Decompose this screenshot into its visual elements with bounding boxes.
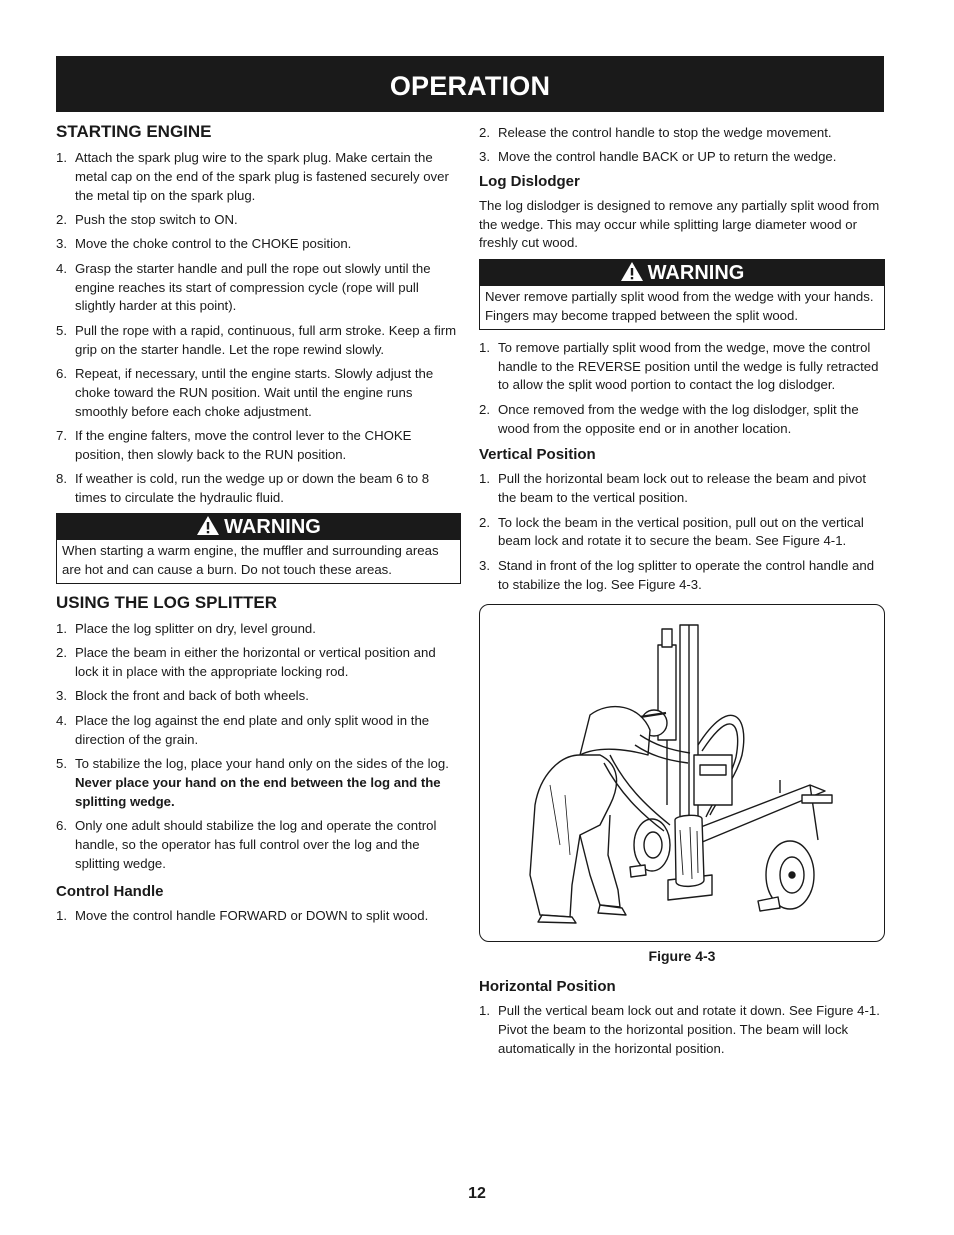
list-item — [479, 401, 885, 439]
list-item — [479, 514, 885, 552]
step-number: 2. — [479, 401, 490, 417]
list-item — [56, 644, 461, 682]
step-text: Grasp the starter handle and pull the rope out slowly until the engine reaches its start of compression cycle (rope will pull slightly harder at this point). — [75, 260, 431, 314]
step-text: To stabilize the log, place your hand only on the sides of the log. — [75, 756, 449, 772]
step-text: Stand in front of the log splitter to operate the control handle and to stabilize the log. See Figure 4-3. — [498, 557, 875, 592]
step-text: To lock the beam in the vertical position, pull out on the vertical beam lock and rotate it to secure the beam. See Figure 4-1. — [498, 514, 864, 549]
horizontal-position-heading: Horizontal Position — [479, 978, 616, 996]
step-number: 6. — [56, 365, 67, 381]
warning-box-split-wood — [479, 259, 885, 330]
step-number: 5. — [56, 756, 67, 772]
figure-caption: Figure 4-3 — [648, 948, 716, 965]
list-item — [56, 427, 461, 465]
warning-box-hot-engine — [56, 513, 461, 584]
step-number: 1. — [479, 1003, 490, 1019]
step-number: 6. — [56, 818, 67, 834]
step-number: 3. — [479, 149, 490, 165]
step-number: 4. — [56, 260, 67, 276]
warning-label: WARNING — [224, 516, 321, 539]
warning-text: Never remove partially split wood from the wedge with your hands. Fingers may become trapped between the split wood. — [485, 289, 874, 323]
step-text: Pull the rope with a rapid, continuous, full arm stroke. Keep a firm grip on the starter handle. Let the rope rewind slowly. — [75, 322, 457, 357]
step-text: Block the front and back of both wheels. — [75, 688, 309, 704]
list-item — [56, 365, 461, 421]
list-item — [56, 322, 461, 360]
step-number: 8. — [56, 471, 67, 487]
vertical-position-heading: Vertical Position — [479, 446, 596, 464]
list-item — [479, 557, 885, 595]
warning-triangle-icon — [620, 261, 644, 282]
step-emphasis: Never place your hand on the end between the log and the splitting wedge. — [75, 774, 441, 809]
step-text: If the engine falters, move the control lever to the CHOKE position, then slowly back to the RUN position. — [75, 427, 412, 462]
step-number: 1. — [56, 620, 67, 636]
step-number: 1. — [56, 908, 67, 924]
list-item — [56, 907, 461, 926]
step-text: Place the log splitter on dry, level ground. — [75, 620, 316, 636]
step-number: 2. — [479, 514, 490, 530]
list-item — [56, 687, 461, 706]
using-log-splitter-heading: USING THE LOG SPLITTER — [56, 592, 278, 612]
list-item — [56, 211, 461, 230]
step-number: 2. — [479, 125, 490, 140]
starting-engine-heading: STARTING ENGINE — [56, 122, 212, 141]
step-text: Move the control handle FORWARD or DOWN to split wood. — [75, 908, 429, 924]
step-text: Push the stop switch to ON. — [75, 211, 238, 227]
control-handle-steps — [56, 907, 461, 926]
figure-4-3-illustration — [479, 604, 885, 942]
horizontal-position-steps — [479, 1002, 885, 1058]
list-item — [56, 470, 461, 508]
step-text: Move the choke control to the CHOKE position. — [75, 236, 352, 252]
list-item — [56, 620, 461, 639]
warning-text: When starting a warm engine, the muffler and surrounding areas are hot and can cause a burn. Do not touch these areas. — [62, 543, 439, 578]
log-dislodger-intro: The log dislodger is designed to remove any partially split wood from the wedge. This may occur while splitting large diameter wood or freshly cut wood. — [479, 197, 880, 251]
step-text: Attach the spark plug wire to the spark plug. Make certain the metal cap on the end of the spark plug is fastened securely over the metal tip on the spark plug. — [75, 150, 449, 203]
using-steps — [56, 620, 461, 874]
step-number: 7. — [56, 427, 67, 443]
right-column — [479, 124, 885, 1064]
step-text: Pull the vertical beam lock out and rotate it down. See Figure 4-1. Pivot the beam to the horizontal position. The beam will lock automatically in the horizontal position. — [498, 1003, 880, 1056]
step-number: 5. — [56, 322, 67, 338]
step-number: 2. — [56, 645, 67, 661]
step-number: 3. — [479, 557, 490, 573]
list-item — [56, 817, 461, 873]
control-handle-heading: Control Handle — [56, 883, 164, 901]
list-item — [479, 470, 885, 508]
step-number: 1. — [56, 150, 67, 165]
step-number: 4. — [56, 712, 67, 728]
step-number: 2. — [56, 211, 67, 227]
step-text: If weather is cold, run the wedge up or down the beam 6 to 8 times to circulate the hydraulic fluid. — [75, 471, 430, 505]
starting-engine-steps — [56, 149, 461, 508]
step-text: To remove partially split wood from the wedge, move the control handle to the REVERSE position until the wedge is fully retracted to allow the split wood portion to contact the log dislodger. — [498, 339, 879, 393]
step-number: 1. — [479, 339, 490, 355]
warning-header — [480, 260, 884, 286]
step-text: Pull the horizontal beam lock out to release the beam and pivot the beam to the vertical position. — [498, 471, 867, 506]
list-item — [56, 260, 461, 316]
warning-label: WARNING — [647, 262, 745, 285]
step-text: Move the control handle BACK or UP to return the wedge. — [498, 149, 837, 165]
step-text: Release the control handle to stop the wedge movement. — [498, 125, 832, 140]
left-column — [56, 122, 461, 932]
list-item — [56, 149, 461, 205]
step-number: 1. — [479, 471, 490, 487]
list-item — [479, 339, 885, 395]
warning-header — [57, 514, 460, 540]
list-item — [479, 148, 885, 167]
operator-log-splitter-illustration — [480, 605, 883, 939]
list-item — [479, 1002, 885, 1058]
step-number: 3. — [56, 688, 67, 704]
log-dislodger-steps — [479, 339, 885, 439]
step-text: Repeat, if necessary, until the engine starts. Slowly adjust the choke toward the RUN position. Wait until the engine runs smoothly before each choke adjustment. — [75, 365, 434, 419]
section-banner — [56, 56, 884, 112]
page-title: OPERATION — [389, 71, 551, 101]
list-item — [479, 124, 885, 143]
warning-triangle-icon — [196, 515, 220, 536]
control-handle-steps-continued — [479, 124, 885, 167]
step-text: Once removed from the wedge with the log dislodger, split the wood from the opposite end or in another location. — [498, 401, 859, 436]
page-number: 12 — [468, 1185, 486, 1202]
step-text: Place the beam in either the horizontal or vertical position and lock it in place with the appropriate locking rod. — [75, 645, 436, 680]
step-text: Only one adult should stabilize the log and operate the control handle, so the operator has full control over the log and the splitting wedge. — [75, 818, 437, 871]
vertical-position-steps — [479, 470, 885, 594]
step-number: 3. — [56, 236, 67, 252]
log-dislodger-heading: Log Dislodger — [479, 172, 580, 190]
list-item — [56, 235, 461, 254]
list-item — [56, 712, 461, 750]
list-item — [56, 755, 461, 811]
step-text: Place the log against the end plate and only split wood in the direction of the grain. — [75, 712, 430, 747]
